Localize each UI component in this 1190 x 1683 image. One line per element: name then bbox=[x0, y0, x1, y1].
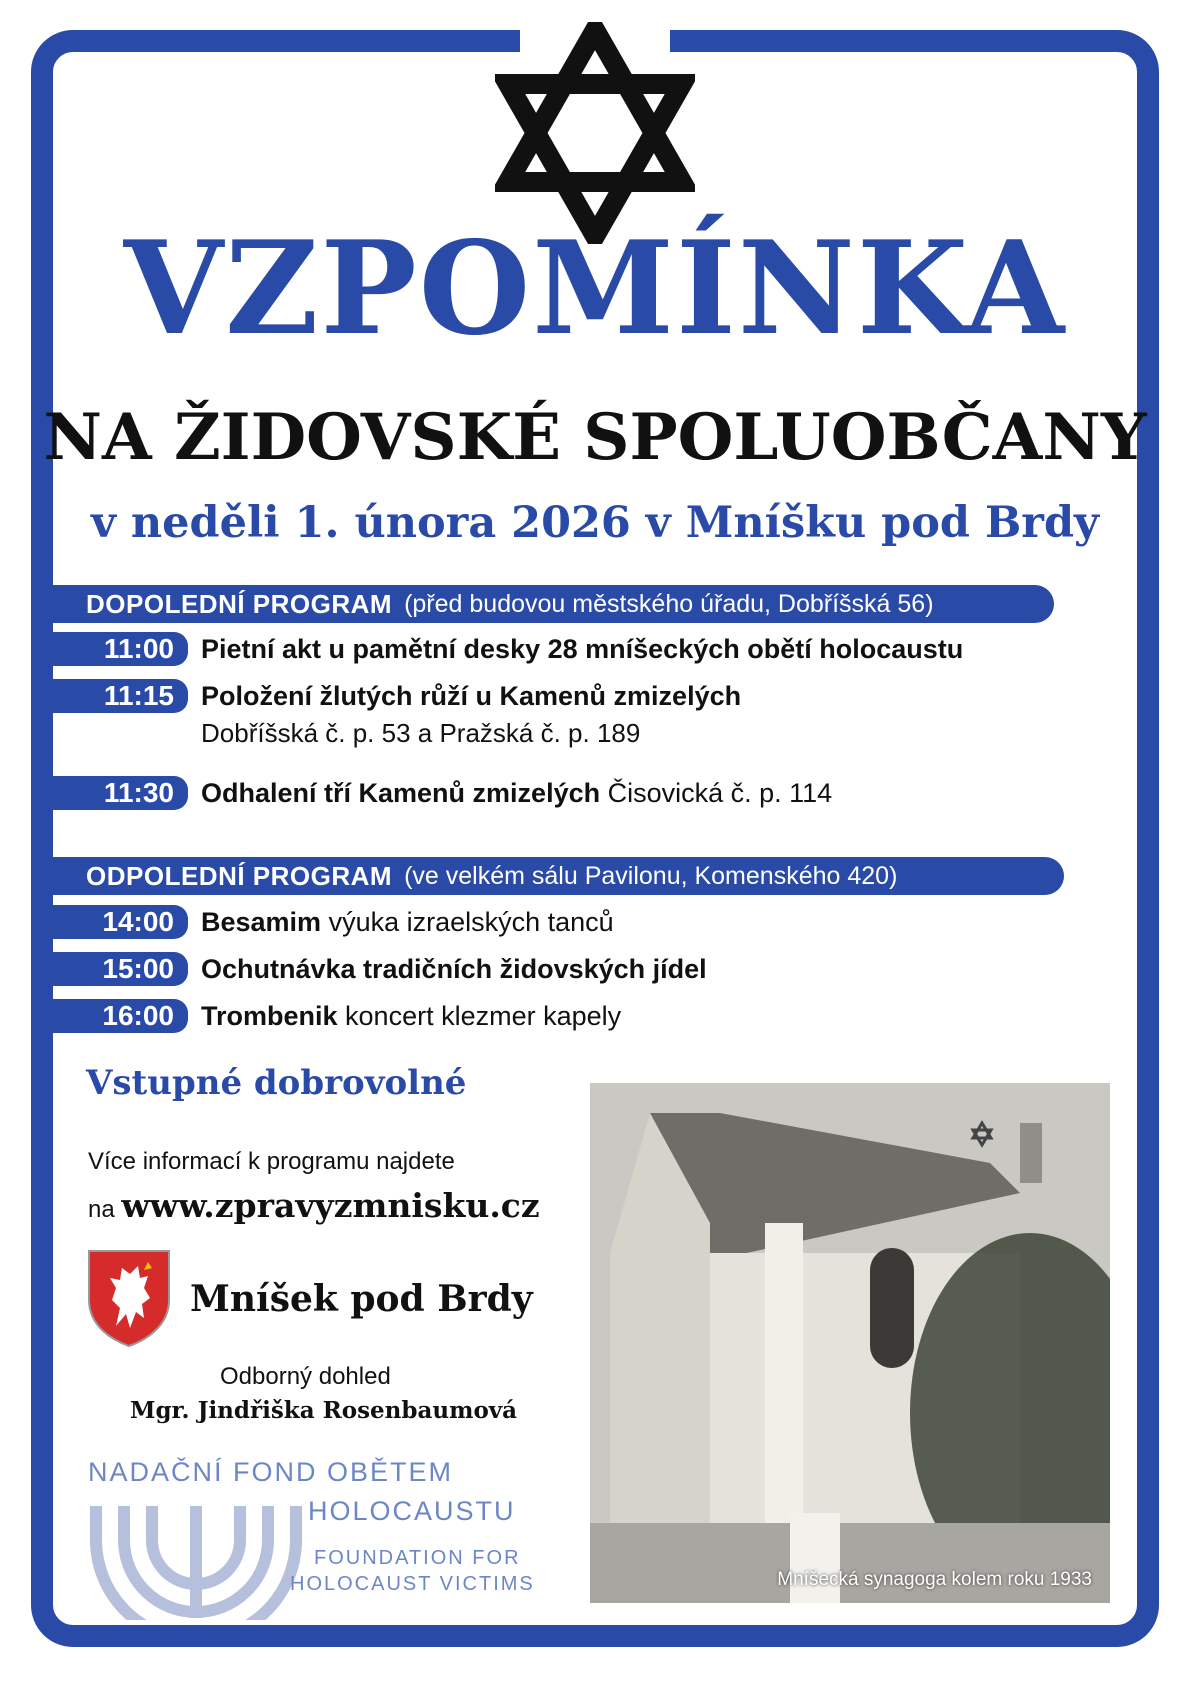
afternoon-program-header bbox=[44, 857, 1064, 895]
star-of-david-icon bbox=[495, 22, 695, 244]
time-badge: 11:15 bbox=[44, 679, 188, 713]
item-rest: koncert klezmer kapely bbox=[337, 1001, 622, 1031]
supervision-label: Odborný dohled bbox=[220, 1363, 391, 1390]
synagogue-illustration bbox=[590, 1083, 1110, 1603]
fund-name-cz-2: HOLOCAUSTU bbox=[308, 1496, 516, 1526]
item-bold: Ochutnávka tradičních židovských jídel bbox=[201, 954, 707, 984]
item-bold: Trombenik bbox=[201, 1001, 338, 1031]
time-badge: 16:00 bbox=[44, 999, 188, 1033]
poster-subtitle: NA ŽIDOVSKÉ SPOLUOBČANY bbox=[43, 400, 1147, 475]
item-bold: Položení žlutých růží u Kamenů zmizelých bbox=[201, 681, 742, 711]
town-name: Mníšek pod Brdy bbox=[190, 1278, 533, 1320]
info-url-line bbox=[88, 1186, 540, 1225]
poster-title: VZPOMÍNKA bbox=[123, 214, 1067, 364]
program-item bbox=[201, 905, 614, 939]
item-bold: Besamim bbox=[201, 907, 322, 937]
entry-fee: Vstupné dobrovolné bbox=[86, 1063, 467, 1103]
menorah-icon bbox=[86, 1500, 306, 1620]
time-badge: 11:30 bbox=[44, 776, 188, 810]
item-rest: Čisovická č. p. 114 bbox=[600, 778, 833, 808]
program-item bbox=[201, 999, 621, 1033]
program-item bbox=[201, 632, 963, 666]
time-badge: 15:00 bbox=[44, 952, 188, 986]
afternoon-heading: ODPOLEDNÍ PROGRAM bbox=[86, 860, 393, 891]
program-item bbox=[201, 776, 832, 810]
morning-program-header bbox=[44, 585, 1054, 623]
item-bold: Odhalení tří Kamenů zmizelých bbox=[201, 778, 601, 808]
info-prefix: na bbox=[88, 1196, 122, 1223]
time-badge: 11:00 bbox=[44, 632, 188, 666]
fund-name-cz-1: NADAČNÍ FOND OBĚTEM bbox=[88, 1457, 454, 1487]
website-link[interactable]: www.zpravyzmnisku.cz bbox=[121, 1186, 540, 1225]
supervisor-name: Mgr. Jindřiška Rosenbaumová bbox=[130, 1397, 518, 1424]
item-bold: Pietní akt u pamětní desky 28 mníšeckých obětí holocaustu bbox=[201, 634, 964, 664]
program-item bbox=[201, 679, 741, 713]
fund-name-en-1: FOUNDATION FOR bbox=[314, 1547, 521, 1569]
fund-name-en-2: HOLOCAUST VICTIMS bbox=[290, 1573, 535, 1595]
time-badge: 14:00 bbox=[44, 905, 188, 939]
info-text: Více informací k programu najdete bbox=[88, 1148, 455, 1175]
morning-location: (před budovou městského úřadu, Dobříšská 56) bbox=[404, 589, 934, 618]
program-item bbox=[201, 952, 707, 986]
event-date: v neděli 1. února 2026 v Mníšku pod Brdy bbox=[90, 498, 1100, 548]
afternoon-location: (ve velkém sálu Pavilonu, Komenského 420) bbox=[404, 861, 898, 890]
item-rest: výuka izraelských tanců bbox=[321, 907, 614, 937]
photo-caption: Mníšecká synagoga kolem roku 1933 bbox=[777, 1569, 1092, 1590]
coat-of-arms-icon bbox=[86, 1248, 172, 1348]
morning-heading: DOPOLEDNÍ PROGRAM bbox=[86, 588, 393, 619]
program-item-sub: Dobříšská č. p. 53 a Pražská č. p. 189 bbox=[201, 718, 641, 748]
synagogue-photo bbox=[590, 1083, 1110, 1603]
